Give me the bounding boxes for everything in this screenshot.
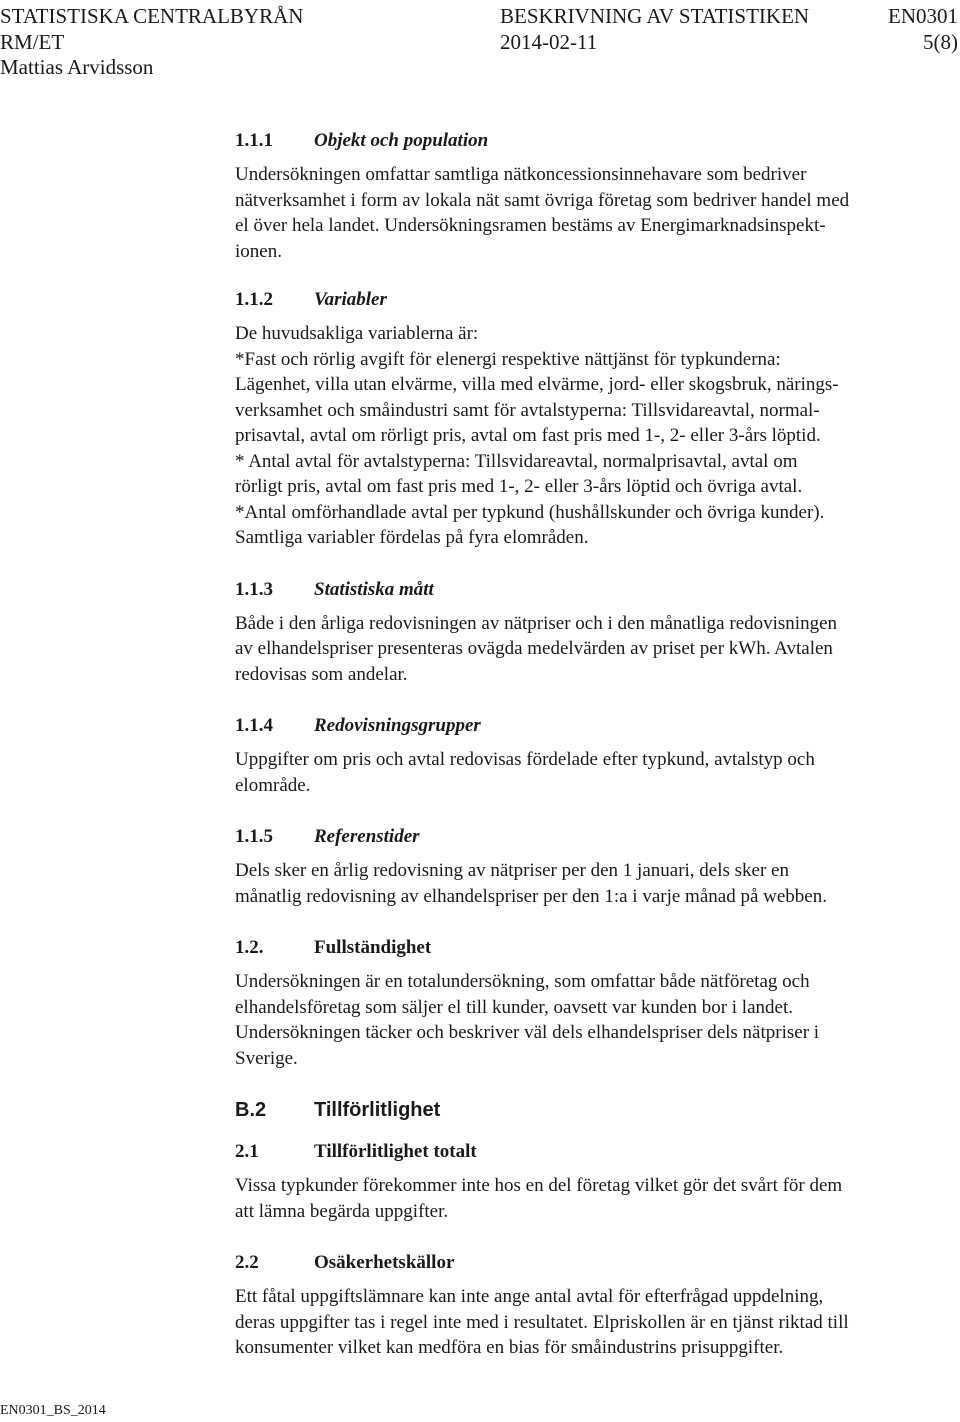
- paragraph-line: Både i den årliga redovisningen av nätpriser och i den månatliga redovisningen: [235, 612, 838, 634]
- section-heading: [235, 1250, 951, 1276]
- section-heading: [235, 713, 951, 739]
- section-heading: [235, 128, 951, 154]
- section-title: Tillförlitlighet: [314, 1099, 441, 1121]
- section-heading: [235, 1097, 951, 1123]
- paragraph-line: av elhandelspriser presenteras ovägda medelvärden av priset per kWh. Avtalen: [235, 638, 833, 659]
- section-osakerhetskallor: [235, 1250, 951, 1361]
- paragraph-line: nätverksamhet i form av lokala nät samt övriga företag som bedriver handel med: [235, 189, 850, 211]
- paragraph-line: Samtliga variabler fördelas på fyra elområden.: [235, 527, 589, 548]
- section-title: Redovisningsgrupper: [314, 715, 481, 736]
- header-code: EN0301: [888, 4, 958, 28]
- paragraph-line: Undersökningen är en totalundersökning, som omfattar både nätföretag och: [235, 971, 810, 992]
- paragraph-line: el över hela landet. Undersökningsramen bestäms av Energimarknadsinspekt-: [235, 215, 826, 236]
- header-department: RM/ET: [0, 30, 65, 54]
- page-footer-code: EN0301_BS_2014: [0, 1403, 106, 1418]
- section-paragraph: [235, 611, 951, 688]
- paragraph-line: *Fast och rörlig avgift för elenergi respektive nättjänst för typkunderna:: [235, 348, 781, 370]
- section-title: Objekt och population: [314, 130, 489, 151]
- paragraph-line: Vissa typkunder förekommer inte hos en del företag vilket gör det svårt för dem: [235, 1175, 843, 1196]
- section-number: 1.1.5: [235, 826, 273, 847]
- header-organization: STATISTISKA CENTRALBYRÅN: [0, 4, 304, 28]
- paragraph-line: redovisas som andelar.: [235, 663, 408, 685]
- section-heading: [235, 577, 951, 603]
- paragraph-line: elområde.: [235, 774, 311, 796]
- section-paragraph: [235, 1173, 951, 1224]
- paragraph-line: Lägenhet, villa utan elvärme, villa med elvärme, jord- eller skogsbruk, närings-: [235, 374, 839, 395]
- section-title: Statistiska mått: [314, 578, 434, 600]
- header-author: Mattias Arvidsson: [0, 55, 154, 79]
- section-number: 1.2.: [235, 937, 264, 958]
- paragraph-line: konsumenter vilket kan medföra en bias för småindustrins prisuppgifter.: [235, 1337, 784, 1358]
- paragraph-line: Sverige.: [235, 1047, 298, 1069]
- section-variabler: [235, 287, 951, 551]
- paragraph-line: Ett fåtal uppgiftslämnare kan inte ange antal avtal för efterfrågad uppdelning,: [235, 1286, 824, 1307]
- paragraph-line: Undersökningen täcker och beskriver väl dels elhandelspriser dels nätpriser i: [235, 1022, 820, 1043]
- section-paragraph: [235, 1284, 951, 1361]
- section-objekt-och-population: [235, 128, 951, 264]
- section-referenstider: [235, 824, 951, 909]
- paragraph-line: att lämna begärda uppgifter.: [235, 1200, 449, 1222]
- paragraph-line: verksamhet och småindustri samt för avtalstyperna: Tillsvidareavtal, normal-: [235, 399, 820, 421]
- section-fullstandighet: [235, 935, 951, 1071]
- paragraph-line: Dels sker en årlig redovisning av nätpriser per den 1 januari, dels sker en: [235, 860, 789, 881]
- section-heading: [235, 1139, 951, 1165]
- header-date: 2014-02-11: [500, 30, 598, 54]
- header-document-type: BESKRIVNING AV STATISTIKEN: [500, 4, 810, 28]
- section-heading: [235, 287, 951, 313]
- section-title: Osäkerhetskällor: [314, 1252, 455, 1273]
- section-number: 2.2: [235, 1252, 259, 1273]
- section-number: 1.1.2: [235, 289, 273, 310]
- section-heading: [235, 935, 951, 961]
- section-paragraph: [235, 858, 951, 909]
- paragraph-line: * Antal avtal för avtalstyperna: Tillsvidareavtal, normalprisavtal, avtal om: [235, 450, 798, 472]
- paragraph-line: De huvudsakliga variablerna är:: [235, 323, 479, 344]
- section-title: Variabler: [314, 289, 387, 310]
- paragraph-line: Undersökningen omfattar samtliga nätkoncessionsinnehavare som bedriver: [235, 164, 807, 185]
- section-tillforlitlighet: [235, 1097, 951, 1123]
- paragraph-line: Uppgifter om pris och avtal redovisas fördelade efter typkund, avtalstyp och: [235, 749, 815, 770]
- paragraph-line: ionen.: [235, 240, 282, 262]
- document-body: [235, 128, 951, 1361]
- section-tillforlitlighet-totalt: [235, 1139, 951, 1224]
- section-redovisningsgrupper: [235, 713, 951, 798]
- section-number: B.2: [235, 1099, 267, 1121]
- section-title: Fullständighet: [314, 937, 432, 958]
- section-number: 1.1.3: [235, 578, 273, 600]
- section-number: 1.1.4: [235, 715, 273, 736]
- paragraph-line: prisavtal, avtal om rörligt pris, avtal om fast pris med 1-, 2- eller 3-års löptid.: [235, 425, 821, 446]
- section-statistiska-matt: [235, 577, 951, 688]
- section-paragraph: [235, 747, 951, 798]
- section-number: 1.1.1: [235, 130, 273, 151]
- section-paragraph: [235, 321, 951, 551]
- paragraph-line: deras uppgifter tas i regel inte med i resultatet. Elpriskollen är en tjänst riktad till: [235, 1311, 849, 1333]
- section-number: 2.1: [235, 1141, 259, 1162]
- section-title: Tillförlitlighet totalt: [314, 1141, 477, 1162]
- section-title: Referenstider: [314, 826, 420, 847]
- header-page-number: 5(8): [923, 30, 958, 54]
- paragraph-line: månatlig redovisning av elhandelspriser per den 1:a i varje månad på webben.: [235, 885, 827, 907]
- section-paragraph: [235, 969, 951, 1071]
- paragraph-line: *Antal omförhandlade avtal per typkund (hushållskunder och övriga kunder).: [235, 501, 825, 523]
- section-heading: [235, 824, 951, 850]
- section-paragraph: [235, 162, 951, 264]
- paragraph-line: rörligt pris, avtal om fast pris med 1-, 2- eller 3-års löptid och övriga avtal.: [235, 476, 803, 497]
- paragraph-line: elhandelsföretag som säljer el till kunder, oavsett var kunden bor i landet.: [235, 996, 793, 1018]
